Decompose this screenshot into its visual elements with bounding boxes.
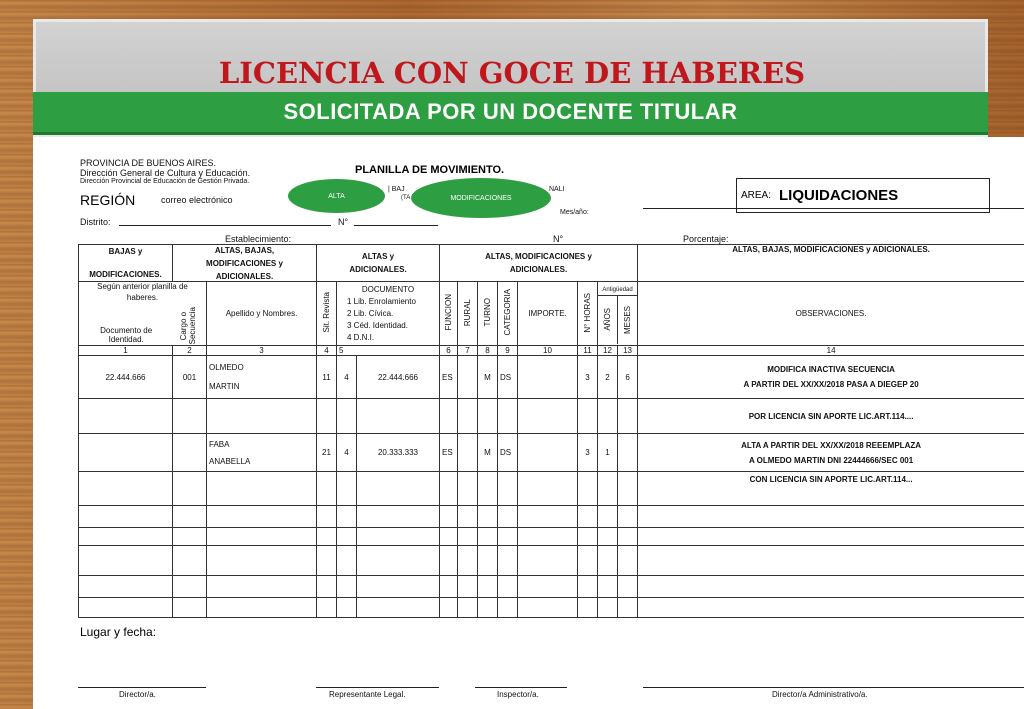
header-antiguedad: Antigüedad <box>598 284 637 296</box>
header-altas-y-line2: ADICIONALES. <box>349 265 407 274</box>
movement-table <box>78 244 1024 618</box>
cell-tipo: 4 <box>337 356 357 399</box>
table-row <box>79 576 1024 598</box>
cell-apellido-line2: ANABELLA <box>209 456 251 466</box>
table-row <box>79 434 1024 472</box>
signature-line-inspector <box>475 687 567 688</box>
header-altas-bajas <box>173 245 317 282</box>
nali-fragment: NALI <box>549 186 565 193</box>
cell-dni: 22.444.666 <box>79 356 173 399</box>
cell-documento: 22.444.666 <box>357 356 440 399</box>
table-row <box>79 356 1024 399</box>
table-row <box>79 598 1024 618</box>
cell-anos: 1 <box>598 434 618 472</box>
distrito-label: Distrito: <box>80 217 111 227</box>
cell-observaciones <box>638 434 1024 472</box>
alta-oval-label: ALTA <box>328 192 345 200</box>
subtitle-text: SOLICITADA POR UN DOCENTE TITULAR <box>283 99 738 124</box>
header-sit-revista: Sit. Revista <box>322 292 331 333</box>
cell-importe <box>518 356 578 399</box>
mes-label: Mes/año: <box>560 209 589 216</box>
col-number: 3 <box>207 346 317 356</box>
col-number: 12 <box>598 346 618 356</box>
cell-importe <box>518 434 578 472</box>
cell-funcion: ES <box>440 356 458 399</box>
table-row <box>79 472 1024 506</box>
bajas-fragment: | BAJ <box>388 186 405 193</box>
cell-meses: 6 <box>618 356 638 399</box>
planilla-title: PLANILLA DE MOVIMIENTO. <box>355 164 505 176</box>
alta-oval[interactable] <box>288 179 385 213</box>
header-documento: DOCUMENTO <box>361 285 415 295</box>
numero-line <box>354 225 438 226</box>
establecimiento-label: Establecimiento: <box>225 234 292 244</box>
col-number: 2 <box>173 346 207 356</box>
cell-apellido-line1: FABA <box>209 439 230 449</box>
header-anos: AÑOS <box>602 308 612 331</box>
porcentaje-label: Porcentaje: <box>683 234 729 244</box>
obs-line1: MODIFICA INACTIVA SECUENCIA <box>767 365 895 375</box>
signature-inspector: Inspector/a. <box>497 690 539 699</box>
col-number: 1 <box>79 346 173 356</box>
col-number: 8 <box>478 346 498 356</box>
cell-documento: 20.333.333 <box>357 434 440 472</box>
bajas-fragment-2: (TA <box>401 195 411 201</box>
modificaciones-oval-label: MODIFICACIONES <box>450 194 512 202</box>
lugar-fecha-label: Lugar y fecha: <box>80 625 157 639</box>
header-apellido: Apellido y Nombres. <box>207 282 317 346</box>
cell-meses <box>618 434 638 472</box>
header-altas-bajas-line1: ALTAS, BAJAS, <box>214 245 275 255</box>
cell-apellido <box>207 356 317 399</box>
header-doc3: 3 Céd. Identidad. <box>347 321 408 331</box>
cell-tipo: 4 <box>337 434 357 472</box>
header-doc1: 1 Lib. Enrolamiento <box>347 297 416 307</box>
header-observaciones: OBSERVACIONES. <box>638 282 1024 346</box>
cell-categoria: DS <box>498 356 518 399</box>
header-altas-bajas-line2: MODIFICACIONES y <box>206 258 283 268</box>
header-rural: RURAL <box>463 299 472 327</box>
header-antiguedad-group <box>598 282 638 346</box>
cell-rural <box>458 434 478 472</box>
table-row <box>79 528 1024 546</box>
header-bajas <box>79 245 173 282</box>
cell-turno: M <box>478 434 498 472</box>
header-bajas-line2: MODIFICACIONES. <box>89 270 162 279</box>
header-altas-all: ALTAS, BAJAS, MODIFICACIONES y ADICIONALES. <box>638 245 1024 282</box>
col-number: 4 <box>317 346 337 356</box>
col-number: 6 <box>440 346 458 356</box>
form-document <box>33 137 1024 709</box>
header-funcion: FUNCION <box>444 294 453 331</box>
org-line-1: PROVINCIA DE BUENOS AIRES. <box>80 158 217 168</box>
cell-observaciones: CON LICENCIA SIN APORTE LIC.ART.114... <box>638 472 1024 506</box>
obs-line1: ALTA A PARTIR DEL XX/XX/2018 REEEMPLAZA <box>741 440 922 450</box>
header-documento-identidad <box>81 306 171 345</box>
col-number: 11 <box>578 346 598 356</box>
signature-director: Director/a. <box>119 690 156 699</box>
distrito-line <box>119 225 331 226</box>
org-line-3: Dirección Provincial de Educación de Gestión Privada. <box>80 178 250 185</box>
cell-rural <box>458 356 478 399</box>
table-row <box>79 399 1024 434</box>
area-label: AREA: <box>741 190 772 201</box>
header-bajas-line1: BAJAS y <box>108 247 143 256</box>
table-row <box>79 506 1024 528</box>
header-turno: TURNO <box>483 298 492 327</box>
cell-observaciones: POR LICENCIA SIN APORTE LIC.ART.114.... <box>638 399 1024 434</box>
header-altas-y <box>317 245 440 282</box>
header-docid-line1: Documento de <box>100 326 153 335</box>
header-doc4: 4 D.N.I. <box>347 333 375 343</box>
signature-admin: Director/a Administrativo/a. <box>772 690 868 699</box>
col-number: 9 <box>498 346 518 356</box>
header-meses: MESES <box>622 305 632 334</box>
signature-line-representante <box>316 687 439 688</box>
signature-line-admin <box>643 687 1024 688</box>
correo-label: correo electrónico <box>161 195 233 205</box>
region-label: REGIÓN <box>80 192 136 208</box>
header-doc2: 2 Lib. Cívica. <box>347 309 394 319</box>
signature-representante: Representante Legal. <box>329 690 406 699</box>
numero-label-2: N° <box>553 234 564 244</box>
cell-funcion: ES <box>440 434 458 472</box>
col-number: 14 <box>638 346 1024 356</box>
header-documento-types <box>337 282 440 346</box>
numero-label: N° <box>338 217 349 227</box>
cell-cargo: 001 <box>173 356 207 399</box>
header-docid-line2: Identidad. <box>108 335 144 344</box>
cell-sit: 21 <box>317 434 337 472</box>
header-horas: N° HORAS <box>583 292 592 333</box>
cell-observaciones <box>638 356 1024 399</box>
org-line-2: Dirección General de Cultura y Educación. <box>80 168 251 178</box>
col-number: 13 <box>618 346 638 356</box>
header-altas-mod-line1: ALTAS, MODIFICACIONES y <box>485 252 592 261</box>
header-altas-y-line1: ALTAS y <box>361 252 395 261</box>
cell-anos: 2 <box>598 356 618 399</box>
area-value: LIQUIDACIONES <box>779 187 899 204</box>
subtitle-banner <box>33 92 988 135</box>
cell-sit: 11 <box>317 356 337 399</box>
cell-apellido <box>207 434 317 472</box>
header-altas-mod-line2: ADICIONALES. <box>509 265 568 274</box>
modificaciones-oval[interactable] <box>411 178 551 218</box>
cell-horas: 3 <box>578 434 598 472</box>
obs-line2: A PARTIR DEL XX/XX/2018 PASA A DIEGEP 20 <box>743 380 919 390</box>
header-altas-bajas-line3: ADICIONALES. <box>215 271 274 281</box>
header-altas-mod <box>440 245 638 282</box>
header-segun-line1: Según anterior planilla de <box>97 282 188 291</box>
header-segun <box>79 282 207 346</box>
cell-turno: M <box>478 356 498 399</box>
page-title: LICENCIA CON GOCE DE HABERES <box>218 56 806 90</box>
cell-apellido-line2: MARTIN <box>209 382 240 392</box>
cell-apellido-line1: OLMEDO <box>209 363 244 373</box>
col-number: 10 <box>518 346 578 356</box>
obs-line2: A OLMEDO MARTIN DNI 22444666/SEC 001 <box>748 455 914 465</box>
header-importe: IMPORTE. <box>518 282 578 346</box>
header-categoria: CATEGORIA <box>503 289 512 336</box>
header-segun-line2: haberes. <box>126 293 159 302</box>
cell-categoria: DS <box>498 434 518 472</box>
header-cargo: Cargo o Secuencia <box>178 307 197 345</box>
mes-line <box>643 208 1024 209</box>
cell-horas: 3 <box>578 356 598 399</box>
col-number: 5 <box>337 346 440 356</box>
col-number: 7 <box>458 346 478 356</box>
signature-line-director <box>78 687 206 688</box>
table-row <box>79 546 1024 576</box>
